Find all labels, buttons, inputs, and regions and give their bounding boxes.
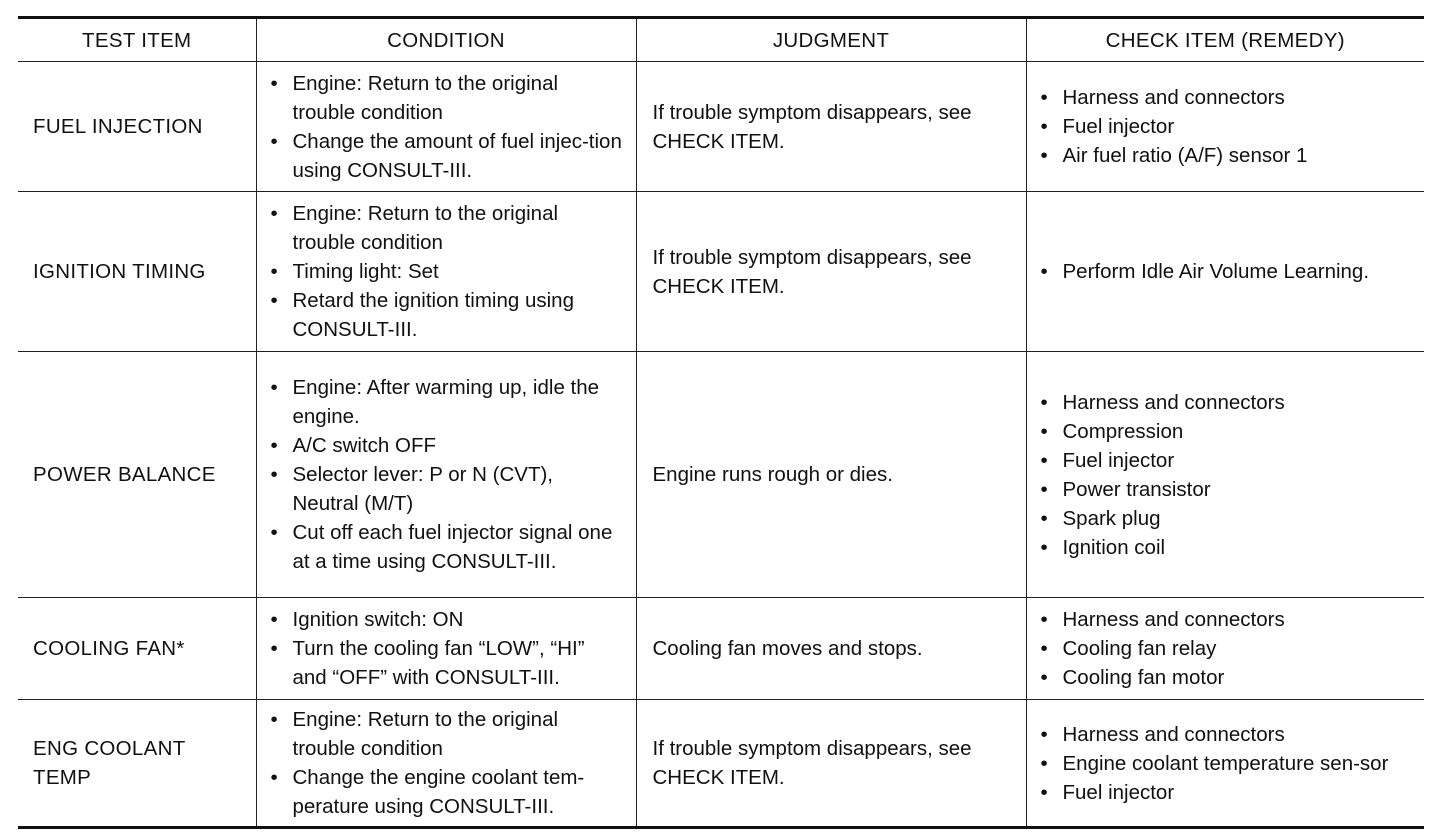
- table-row: [18, 700, 1424, 828]
- condition-item: [269, 69, 624, 127]
- condition-item: [269, 763, 624, 821]
- condition-item-text: Change the amount of fuel injec-tion using CONSULT-III.: [292, 129, 622, 182]
- check-item-text: Ignition coil: [1062, 535, 1166, 559]
- check-item-list: [1039, 388, 1413, 562]
- check-item-cell: [1026, 700, 1424, 828]
- header-row: [18, 18, 1424, 62]
- check-item-text: Harness and connectors: [1062, 722, 1285, 746]
- condition-item: [269, 431, 624, 460]
- condition-cell: [256, 352, 636, 598]
- bullet-icon: •: [1040, 144, 1048, 167]
- check-item-list: [1039, 605, 1413, 692]
- check-item-cell: [1026, 62, 1424, 192]
- condition-cell: [256, 700, 636, 828]
- check-item: [1039, 417, 1413, 446]
- condition-item: [269, 518, 624, 576]
- condition-item-text: Selector lever: P or N (CVT), Neutral (M/T): [292, 463, 553, 515]
- header-condition: CONDITION: [256, 18, 636, 62]
- check-item-text: Perform Idle Air Volume Learning.: [1062, 260, 1370, 283]
- check-item-text: Harness and connectors: [1062, 390, 1285, 414]
- check-item: [1039, 533, 1413, 562]
- check-item: [1039, 605, 1413, 634]
- judgment-cell: Engine runs rough or dies.: [636, 352, 1026, 598]
- condition-item: [269, 634, 624, 692]
- test-item-cell: POWER BALANCE: [18, 352, 256, 598]
- bullet-icon: •: [270, 289, 278, 312]
- condition-item: [269, 460, 624, 518]
- condition-list: [269, 199, 624, 344]
- bullet-icon: •: [1040, 115, 1048, 138]
- check-item-text: Cooling fan motor: [1062, 666, 1225, 689]
- bullet-icon: •: [270, 463, 278, 486]
- bullet-icon: •: [1040, 751, 1048, 775]
- judgment-cell: Cooling fan moves and stops.: [636, 598, 1026, 700]
- check-item: [1039, 83, 1413, 112]
- test-item-cell: COOLING FAN*: [18, 598, 256, 700]
- condition-item-text: Engine: After warming up, idle the engine.: [292, 376, 600, 428]
- check-item-text: Fuel injector: [1062, 448, 1175, 472]
- condition-item: [269, 199, 624, 257]
- condition-list: [269, 69, 624, 185]
- condition-item-text: Engine: Return to the original trouble condition: [292, 71, 559, 124]
- check-item-text: Engine coolant temperature sen-sor: [1062, 751, 1389, 775]
- header-check-item: CHECK ITEM (REMEDY): [1026, 18, 1424, 62]
- condition-item-text: Engine: Return to the original trouble condition: [292, 202, 559, 254]
- bullet-icon: •: [1040, 419, 1048, 443]
- check-item-text: Harness and connectors: [1062, 608, 1285, 631]
- check-item-text: Fuel injector: [1062, 115, 1175, 138]
- condition-item: [269, 605, 624, 634]
- condition-cell: [256, 62, 636, 192]
- check-item: [1039, 141, 1413, 170]
- bullet-icon: •: [1040, 390, 1048, 414]
- check-item: [1039, 446, 1413, 475]
- check-item-list: [1039, 83, 1413, 170]
- condition-item-text: Cut off each fuel injector signal one at a time using CONSULT-III.: [292, 521, 613, 573]
- bullet-icon: •: [270, 708, 278, 731]
- condition-list: [269, 605, 624, 692]
- check-item: [1039, 504, 1413, 533]
- condition-item: [269, 705, 624, 763]
- bullet-icon: •: [1040, 722, 1048, 746]
- bullet-icon: •: [1040, 666, 1048, 689]
- check-item: [1039, 112, 1413, 141]
- check-item: [1039, 634, 1413, 663]
- header-judgment: JUDGMENT: [636, 18, 1026, 62]
- bullet-icon: •: [1040, 608, 1048, 631]
- bullet-icon: •: [270, 766, 278, 789]
- bullet-icon: •: [1040, 86, 1048, 109]
- header-test-item: TEST ITEM: [18, 18, 256, 62]
- test-item-cell: FUEL INJECTION: [18, 62, 256, 192]
- check-item: [1039, 475, 1413, 504]
- judgment-cell: If trouble symptom disappears, see CHECK ITEM.: [636, 192, 1026, 352]
- judgment-cell: If trouble symptom disappears, see CHECK ITEM.: [636, 700, 1026, 828]
- condition-item-text: Engine: Return to the original trouble condition: [292, 708, 559, 760]
- condition-item: [269, 127, 624, 185]
- table-row: [18, 192, 1424, 352]
- condition-cell: [256, 192, 636, 352]
- check-item-text: Power transistor: [1062, 477, 1211, 501]
- bullet-icon: •: [270, 260, 278, 283]
- bullet-icon: •: [270, 71, 278, 95]
- bullet-icon: •: [270, 637, 278, 660]
- check-item: [1039, 749, 1413, 778]
- condition-item-text: Turn the cooling fan “LOW”, “HI” and “OFF” with CONSULT-III.: [292, 637, 585, 689]
- judgment-cell: If trouble symptom disappears, see CHECK ITEM.: [636, 62, 1026, 192]
- bullet-icon: •: [1040, 506, 1048, 530]
- table-body: [18, 62, 1424, 828]
- bullet-icon: •: [270, 376, 278, 399]
- condition-item-text: Timing light: Set: [292, 260, 439, 283]
- bullet-icon: •: [1040, 260, 1048, 283]
- condition-item-text: Ignition switch: ON: [292, 608, 464, 631]
- bullet-icon: •: [1040, 535, 1048, 559]
- check-item-text: Cooling fan relay: [1062, 637, 1217, 660]
- check-item-text: Air fuel ratio (A/F) sensor 1: [1062, 144, 1308, 167]
- check-item: [1039, 778, 1413, 807]
- bullet-icon: •: [270, 608, 278, 631]
- bullet-icon: •: [1040, 448, 1048, 472]
- table-row: [18, 62, 1424, 192]
- condition-item-text: Retard the ignition timing using CONSULT-III.: [292, 289, 574, 341]
- check-item-text: Fuel injector: [1062, 780, 1175, 804]
- check-item-text: Spark plug: [1062, 506, 1161, 530]
- test-item-cell: IGNITION TIMING: [18, 192, 256, 352]
- bullet-icon: •: [1040, 780, 1048, 804]
- bullet-icon: •: [270, 202, 278, 225]
- condition-list: [269, 373, 624, 576]
- check-item-cell: [1026, 598, 1424, 700]
- condition-cell: [256, 598, 636, 700]
- active-test-table: [18, 16, 1424, 829]
- condition-item-text: A/C switch OFF: [292, 434, 437, 457]
- check-item-text: Harness and connectors: [1062, 86, 1285, 109]
- check-item-cell: [1026, 192, 1424, 352]
- condition-item: [269, 373, 624, 431]
- check-item-list: [1039, 720, 1413, 807]
- condition-item: [269, 257, 624, 286]
- condition-list: [269, 705, 624, 821]
- table-row: [18, 598, 1424, 700]
- condition-item: [269, 286, 624, 344]
- bullet-icon: •: [270, 521, 278, 544]
- test-item-cell: ENG COOLANT TEMP: [18, 700, 256, 828]
- check-item: [1039, 388, 1413, 417]
- table-row: [18, 352, 1424, 598]
- bullet-icon: •: [1040, 637, 1048, 660]
- check-item: [1039, 720, 1413, 749]
- bullet-icon: •: [270, 129, 278, 153]
- check-item-text: Compression: [1062, 419, 1184, 443]
- check-item-list: [1039, 257, 1413, 286]
- check-item: [1039, 663, 1413, 692]
- check-item: [1039, 257, 1413, 286]
- condition-item-text: Change the engine coolant tem-perature using CONSULT-III.: [292, 766, 585, 818]
- bullet-icon: •: [270, 434, 278, 457]
- check-item-cell: [1026, 352, 1424, 598]
- bullet-icon: •: [1040, 477, 1048, 501]
